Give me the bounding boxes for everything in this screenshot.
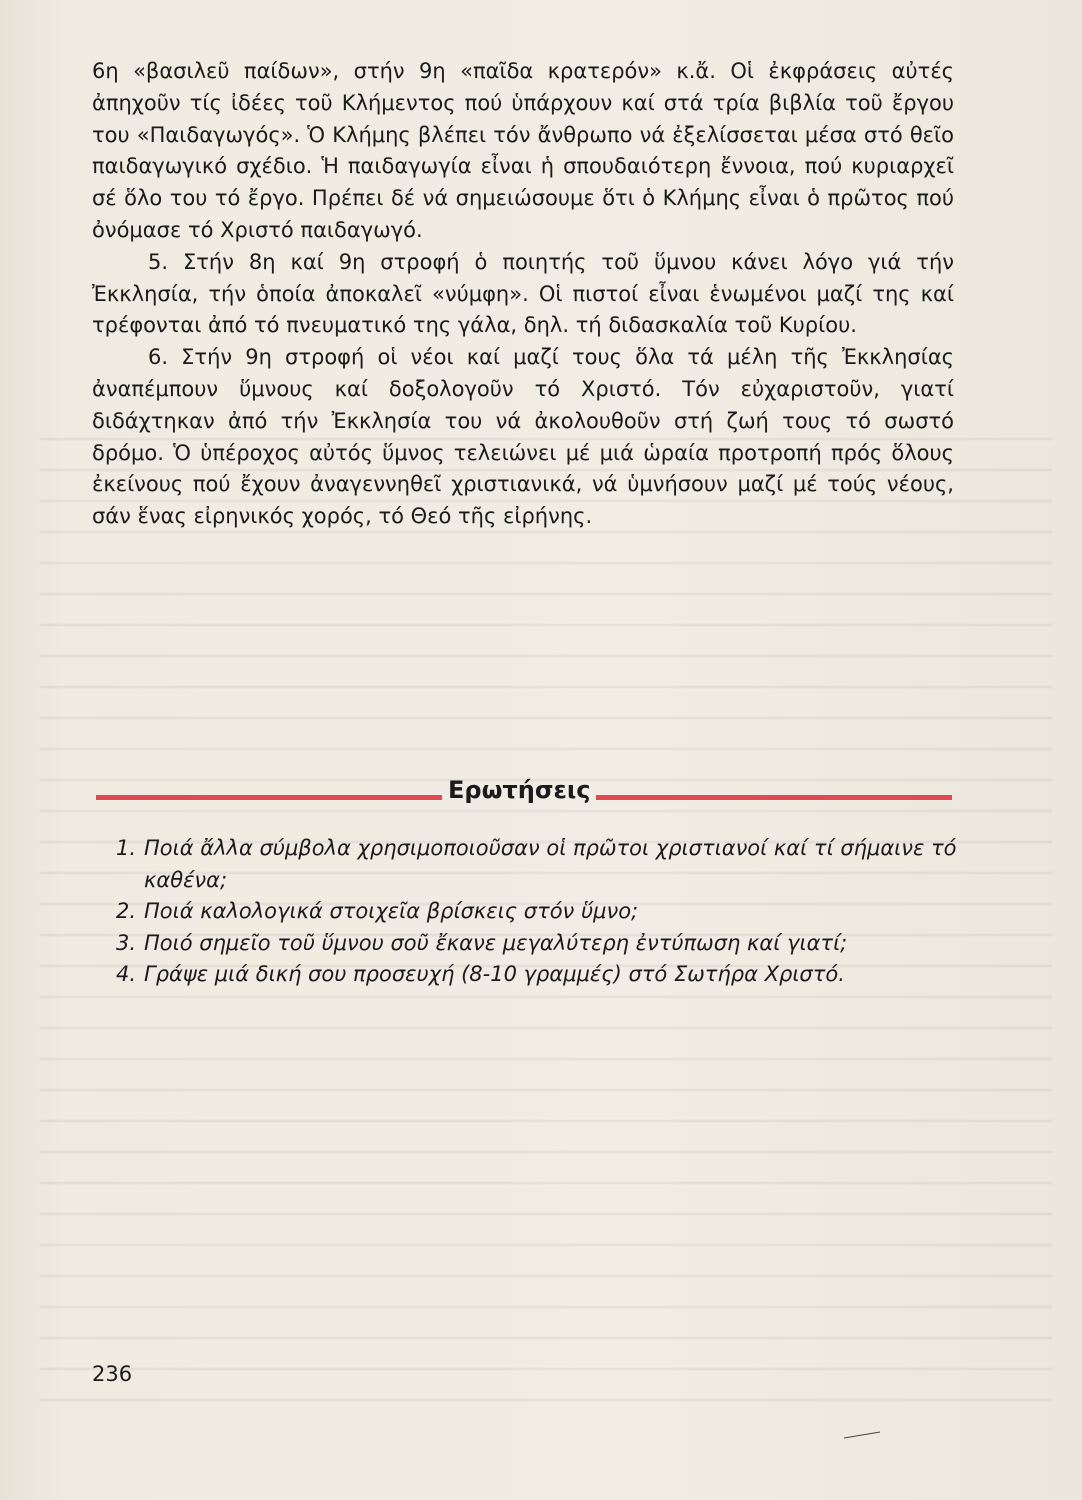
question-text: Γράψε μιά δική σου προσευχή (8-10 γραμμές) στό Σωτήρα Χριστό.: [144, 962, 845, 986]
pen-mark: [842, 1430, 882, 1440]
paragraph-continuation: 6η «βασιλεῦ παίδων», στήν 9η «παῖδα κρατερόν» κ.ἄ. Οἱ ἐκφράσεις αὐτές ἀπηχοῦν τίς ἰδέες τοῦ Κλήμεντος πού ὑπάρχουν καί στά τρία βιβλία τοῦ ἔργου του «Παιδαγωγός». Ὁ Κλήμης βλέπει τόν ἄνθρωπο νά ἐξελίσσεται μέσα στό θεῖο παιδαγωγικό σχέδιο. Ἡ παιδαγωγία εἶναι ἡ σπουδαιότερη ἔννοια, πού κυριαρχεῖ σέ ὅλο του τό ἔργο. Πρέπει δέ νά σημειώσουμε ὅτι ὁ Κλήμης εἶναι ὁ πρῶτος πού ὀνόμασε τό Χριστό παιδαγωγό.: [92, 59, 954, 242]
question-number: 3.: [116, 930, 137, 955]
question-text: Ποιό σημεῖο τοῦ ὕμνου σοῦ ἔκανε μεγαλύτερη ἐντύπωση καί γιατί;: [144, 930, 848, 955]
body-text: [92, 56, 954, 533]
heading-rule-right: [596, 795, 952, 800]
questions-heading-row: [96, 770, 952, 810]
questions-list: [116, 833, 962, 991]
paragraph-6: 6. Στήν 9η στροφή οἱ νέοι καί μαζί τους ὅλα τά μέλη τῆς Ἐκκλησίας ἀναπέμπουν ὕμνους καί δοξολογοῦν τό Χριστό. Τόν εὐχαριστοῦν, γιατί διδάχτηκαν ἀπό τήν Ἐκκλησία του νά ἀκολουθοῦν στή ζωή τους τό σωστό δρόμο. Ὁ ὑπέροχος αὐτός ὕμνος τελειώνει μέ μιά ὡραία προτροπή πρός ὅλους ἐκείνους πού ἔχουν ἀναγεννηθεῖ χριστιανικά, νά ὑμνήσουν μαζί μέ τούς νέους, σάν ἕνας εἰρηνικός χορός, τό Θεό τῆς εἰρήνης.: [92, 345, 954, 529]
heading-rule-left: [96, 795, 442, 800]
question-item: [116, 959, 962, 991]
paragraph-5: 5. Στήν 8η καί 9η στροφή ὁ ποιητής τοῦ ὕμνου κάνει λόγο γιά τήν Ἐκκλησία, τήν ὁποία ἀποκαλεῖ «νύμφη». Οἱ πιστοί εἶναι ἑνωμένοι μαζί της καί τρέφονται ἀπό τό πνευματικό της γάλα, δηλ. τή διδασκαλία τοῦ Κυρίου.: [92, 249, 954, 338]
questions-heading: Ερωτήσεις: [448, 776, 591, 804]
question-item: [116, 928, 962, 960]
page-number: 236: [92, 1362, 133, 1386]
question-text: Ποιά ἄλλα σύμβολα χρησιμοποιοῦσαν οἱ πρῶτοι χριστιανοί καί τί σήμαινε τό καθένα;: [144, 836, 957, 892]
question-item: [116, 833, 962, 896]
question-item: [116, 896, 962, 928]
question-number: 2.: [116, 899, 137, 923]
question-text: Ποιά καλολογικά στοιχεῖα βρίσκεις στόν ὕμνο;: [144, 899, 639, 923]
question-number: 4.: [116, 962, 137, 986]
question-number: 1.: [116, 836, 137, 860]
